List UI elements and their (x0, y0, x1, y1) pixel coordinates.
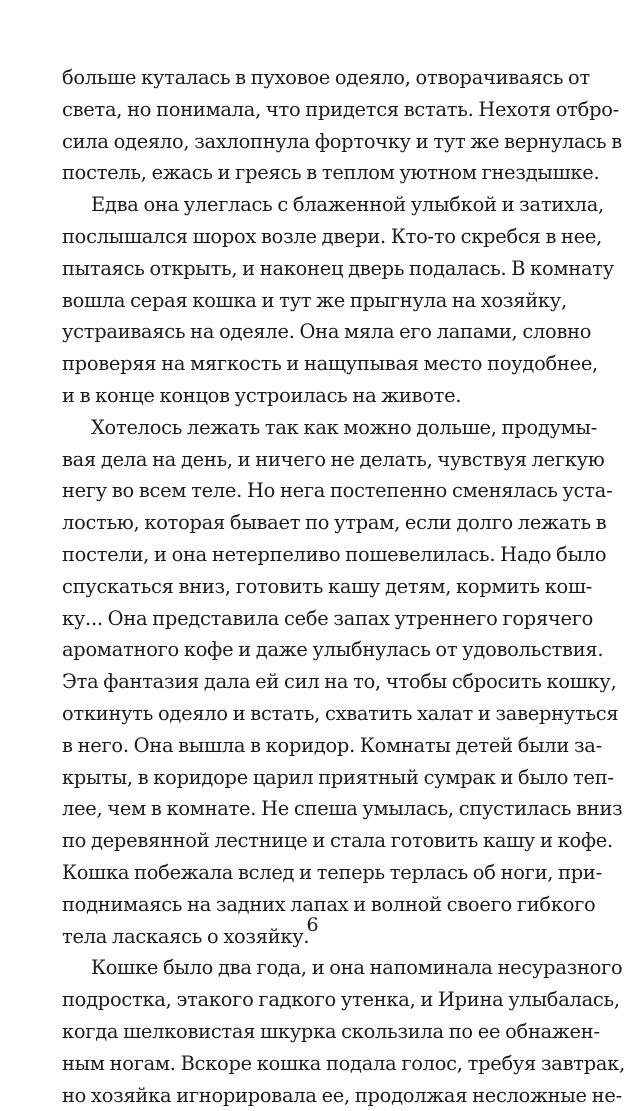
text-line: в него. Она вышла в коридор. Комнаты детей были за- (62, 730, 562, 762)
text-line: устраиваясь на одеяле. Она мяла его лапами, словно (62, 316, 562, 348)
text-line: постель, ежась и греясь в теплом уютном гнездышке. (62, 157, 562, 189)
text-line: когда шелковистая шкурка скользила по ее обнажен- (62, 1016, 562, 1048)
text-line: сила одеяло, захлопнула форточку и тут же вернулась в (62, 126, 562, 158)
text-line: поднимаясь на задних лапах и волной своего гибкого (62, 889, 562, 921)
text-line: Кошка побежала вслед и теперь терлась об ноги, при- (62, 857, 562, 889)
text-line: лостью, которая бывает по утрам, если долго лежать в (62, 507, 562, 539)
text-line: откинуть одеяло и встать, схватить халат и завернуться (62, 698, 562, 730)
text-line: Эта фантазия дала ей сил на то, чтобы сбросить кошку, (62, 666, 562, 698)
text-line: крыты, в коридоре царил приятный сумрак и было теп- (62, 762, 562, 794)
text-line: Едва она улеглась с блаженной улыбкой и затихла, (62, 189, 562, 221)
text-line: и в конце концов устроилась на животе. (62, 380, 562, 412)
text-line: Хотелось лежать так как можно дольше, продумы- (62, 412, 562, 444)
text-line: ароматного кофе и даже улыбнулась от удовольствия. (62, 634, 562, 666)
text-line: Кошке было два года, и она напоминала несуразного (62, 952, 562, 984)
text-line: вошла серая кошка и тут же прыгнула на хозяйку, (62, 285, 562, 317)
text-line: ку... Она представила себе запах утреннего горячего (62, 603, 562, 635)
text-line: света, но понимала, что придется встать. Нехотя отбро- (62, 94, 562, 126)
text-line: больше куталась в пуховое одеяло, отворачиваясь от (62, 62, 562, 94)
text-line: пытаясь открыть, и наконец дверь подалась. В комнату (62, 253, 562, 285)
text-line: постели, и она нетерпеливо пошевелилась. Надо было (62, 539, 562, 571)
text-line: лее, чем в комнате. Не спеша умылась, спустилась вниз (62, 793, 562, 825)
text-line: проверяя на мягкость и нащупывая место поудобнее, (62, 348, 562, 380)
text-line: ным ногам. Вскоре кошка подала голос, требуя завтрак, (62, 1048, 562, 1080)
text-line: послышался шорох возле двери. Кто-то скребся в нее, (62, 221, 562, 253)
text-line: подростка, этакого гадкого утенка, и Ирина улыбалась, (62, 984, 562, 1016)
text-line: негу во всем теле. Но нега постепенно сменялась уста- (62, 475, 562, 507)
page-number: 6 (0, 914, 625, 936)
text-line: вая дела на день, и ничего не делать, чувствуя легкую (62, 444, 562, 476)
text-line: но хозяйка игнорировала ее, продолжая несложные не- (62, 1080, 562, 1111)
page-body (62, 62, 562, 1111)
text-line: по деревянной лестнице и стала готовить кашу и кофе. (62, 825, 562, 857)
text-line: спускаться вниз, готовить кашу детям, кормить кош- (62, 571, 562, 603)
text-line: тела ласкаясь о хозяйку. (62, 921, 562, 953)
